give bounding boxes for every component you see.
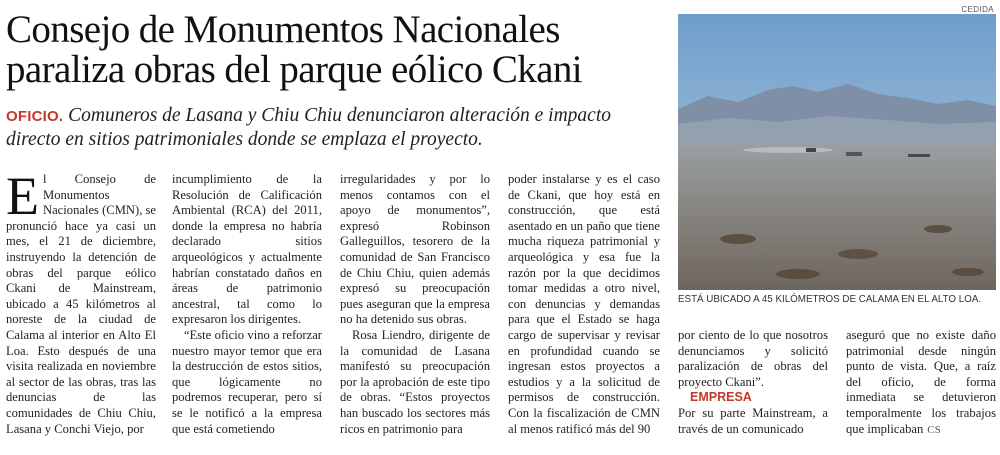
landscape-photo: [678, 14, 996, 290]
article-paragraph: poder instalarse y es el caso de Ckani, que hoy está en construcción, que está asentado en un paño que tiene mucha riqueza patrimonial y arqueológica y esa fue la razón por la que decidimos tomar medidas a otro nivel, con denuncias y demandas para que el Estado se haga cargo de supervisar y revisar en profundidad cuando se ingresan estos proyectos a estudios y a la solicitud de permisos de construcción. Con la fiscalización de CMN al menos ratificó más del 90: [508, 172, 660, 436]
article-column-5: [678, 328, 828, 437]
article-paragraph: por ciento de lo que nosotros denunciamos y solicitó paralización de obras del proyecto Ckani”.: [678, 328, 828, 389]
article-paragraph: l Consejo de Monumentos Nacionales (CMN), se pronunció hace ya casi un mes, el 21 de diciembre, instruyendo la detención de obras del parque eólico Ckani de Mainstream, ubicado a 45 kilómetros al noreste de la ciudad de Calama al interior en Alto El Loa. Esto después de una visita realizada en noviembre al sector de las obras, tras las denuncias de las comunidades de Chiu Chiu, Lasana y Conchi Viejo, por: [6, 172, 156, 436]
article-paragraph: incumplimiento de la Resolución de Calificación Ambiental (RCA) del 2011, donde la empresa no habría declarado sitios arqueológicos y actualmente habrían constatado daños en áreas de patrimonio ancestral, tal como lo expresaron los dirigentes.: [172, 172, 322, 327]
section-subhead: EMPRESA: [690, 390, 752, 405]
article-paragraph: irregularidades y por lo menos contamos con el apoyo de monumentos”, expresó Robinson Galleguillos, tesorero de la comunidad de San Francisco de Chiu Chiu, quien además expresó su preocupación pues aseguran que la empresa no ha detenido sus obras.: [340, 172, 490, 327]
article-column-3: [340, 172, 490, 437]
headline: Consejo de Monumentos Nacionales paraliza obras del parque eólico Ckani: [6, 8, 583, 91]
lead-tag: OFICIO.: [6, 108, 64, 125]
article-column-4: [508, 172, 660, 437]
article-paragraph: Por su parte Mainstream, a través de un comunicado: [678, 405, 828, 436]
article-column-2: [172, 172, 322, 437]
article-column-6: [846, 328, 996, 438]
photo-caption: ESTÁ UBICADO A 45 KILÓMETROS DE CALAMA EN EL ALTO LOA.: [678, 294, 982, 305]
drop-cap: E: [6, 166, 39, 226]
article-column-1: [6, 166, 156, 437]
desert-landscape-image: [678, 14, 996, 290]
article-paragraph: aseguró que no existe daño patrimonial desde ningún punto de vista. Que, a raíz del oficio, de forma inmediata se detuvieron temporalmente los trabajos que implicaban CS: [846, 328, 996, 436]
article-paragraph: “Este oficio vino a reforzar nuestro mayor temor que era la destrucción de estos sitios, que lógicamente no podremos recuperar, pero sí se le notificó a la empresa que está cometiendo: [172, 327, 322, 436]
lead-text: Comuneros de Lasana y Chiu Chiu denunciaron alteración e impacto directo en sitios patrimoniales donde se emplaza el proyecto.: [6, 105, 611, 150]
end-mark: CS: [927, 423, 941, 436]
photo-credit: CEDIDA: [961, 5, 994, 14]
lead-paragraph: [6, 104, 666, 151]
article-paragraph: Rosa Liendro, dirigente de la comunidad de Lasana manifestó su preocupación por la aprobación de este tipo de obras. “Estos proyectos han buscado los sectores más ricos en patrimonio para: [340, 327, 490, 436]
